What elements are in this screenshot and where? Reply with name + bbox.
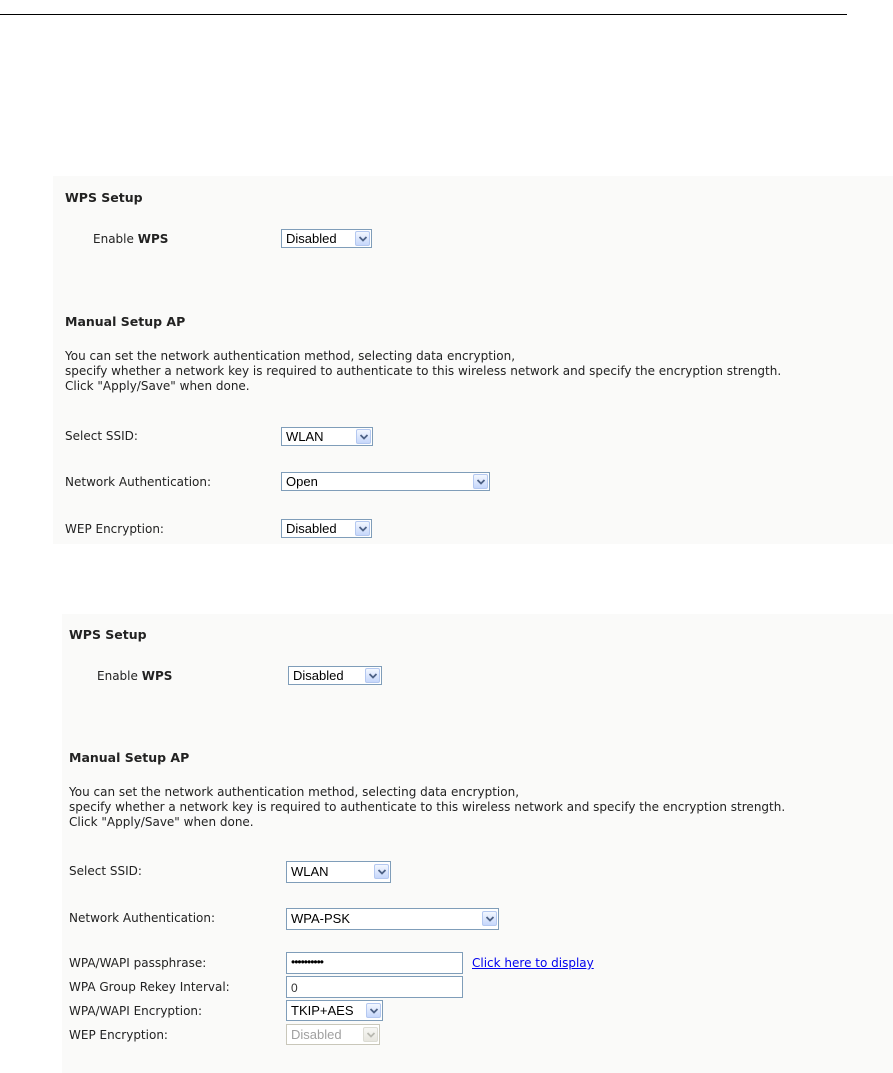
network-authentication-select[interactable] <box>286 908 499 930</box>
network-authentication-value: WPA-PSK <box>291 911 350 926</box>
network-authentication-value: Open <box>286 474 318 489</box>
manual-setup-ap-heading: Manual Setup AP <box>65 314 186 329</box>
chevron-down-icon <box>363 1027 378 1042</box>
wpa-group-rekey-interval-value: 0 <box>291 981 298 995</box>
wep-encryption-value: Disabled <box>291 1027 342 1042</box>
wireless-security-panel-open <box>53 176 893 544</box>
enable-wps-label: Enable WPS <box>93 232 169 246</box>
description-line-3: Click "Apply/Save" when done. <box>69 815 254 829</box>
enable-wps-select-value: Disabled <box>293 668 344 683</box>
wep-encryption-label: WEP Encryption: <box>65 522 164 536</box>
select-ssid-value: WLAN <box>291 864 329 879</box>
description-line-2: specify whether a network key is required to authenticate to this wireless network and specify the encryption strength. <box>65 364 782 378</box>
chevron-down-icon[interactable] <box>482 911 497 926</box>
wpa-passphrase-label: WPA/WAPI passphrase: <box>69 956 207 970</box>
wireless-security-panel-wpa-psk <box>62 614 893 1073</box>
chevron-down-icon[interactable] <box>355 231 370 246</box>
chevron-down-icon[interactable] <box>365 668 380 683</box>
network-authentication-select[interactable] <box>281 472 490 491</box>
description-line-2: specify whether a network key is required to authenticate to this wireless network and specify the encryption strength. <box>69 800 786 814</box>
wep-encryption-select-disabled <box>286 1024 380 1045</box>
select-ssid-label: Select SSID: <box>65 429 138 443</box>
wpa-encryption-value: TKIP+AES <box>291 1003 354 1018</box>
network-authentication-label: Network Authentication: <box>65 475 212 489</box>
enable-wps-label: Enable WPS <box>97 669 173 683</box>
manual-setup-ap-heading: Manual Setup AP <box>69 750 190 765</box>
chevron-down-icon[interactable] <box>356 429 371 444</box>
description-line-1: You can set the network authentication method, selecting data encryption, <box>69 785 520 799</box>
select-ssid-value: WLAN <box>286 429 324 444</box>
chevron-down-icon[interactable] <box>374 864 389 879</box>
enable-wps-select[interactable] <box>281 229 372 248</box>
select-ssid-select[interactable] <box>281 427 373 446</box>
wep-encryption-label: WEP Encryption: <box>69 1028 168 1042</box>
wpa-group-rekey-interval-input[interactable] <box>286 976 463 998</box>
enable-wps-select[interactable] <box>288 666 382 685</box>
wps-setup-heading: WPS Setup <box>65 190 143 205</box>
wep-encryption-select[interactable] <box>281 519 372 538</box>
chevron-down-icon[interactable] <box>366 1003 381 1018</box>
wep-encryption-value: Disabled <box>286 521 337 536</box>
wps-setup-heading: WPS Setup <box>69 627 147 642</box>
description-line-1: You can set the network authentication method, selecting data encryption, <box>65 349 516 363</box>
wpa-group-rekey-interval-label: WPA Group Rekey Interval: <box>69 980 230 994</box>
chevron-down-icon[interactable] <box>355 521 370 536</box>
chevron-down-icon[interactable] <box>473 474 488 489</box>
network-authentication-label: Network Authentication: <box>69 911 216 925</box>
wpa-encryption-select[interactable] <box>286 1000 383 1021</box>
wpa-passphrase-input[interactable] <box>286 952 463 974</box>
description-line-3: Click "Apply/Save" when done. <box>65 379 250 393</box>
wpa-encryption-label: WPA/WAPI Encryption: <box>69 1004 203 1018</box>
select-ssid-label: Select SSID: <box>69 864 142 878</box>
wpa-passphrase-masked-value: •••••••••• <box>291 955 324 969</box>
top-rule <box>0 14 847 15</box>
enable-wps-select-value: Disabled <box>286 231 337 246</box>
select-ssid-select[interactable] <box>286 861 391 883</box>
click-here-to-display-link[interactable]: Click here to display <box>472 956 594 970</box>
